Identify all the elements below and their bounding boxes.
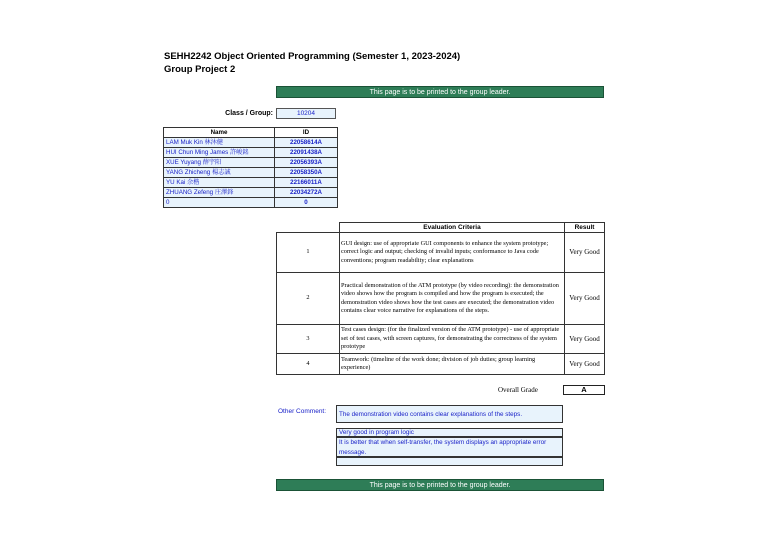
course-title: SEHH2242 Object Oriented Programming (Semester 1, 2023-2024): [164, 51, 461, 62]
member-id[interactable]: 22058350A: [275, 168, 338, 178]
class-group-label: Class / Group:: [225, 110, 273, 117]
member-name[interactable]: XUE Yuyang 薛宇阳: [164, 158, 275, 168]
criteria-number: 4: [277, 354, 340, 375]
eval-header-blank: [277, 223, 340, 233]
evaluation-table: [276, 222, 605, 375]
other-comment-label: Other Comment:: [278, 408, 327, 415]
criteria-number: 2: [277, 273, 340, 325]
criteria-header: Evaluation Criteria: [340, 223, 565, 233]
member-name[interactable]: YU Kai 余楷: [164, 178, 275, 188]
result-header: Result: [565, 223, 605, 233]
member-id[interactable]: 22058614A: [275, 138, 338, 148]
member-id[interactable]: 22091438A: [275, 148, 338, 158]
member-row: [164, 188, 338, 198]
class-group-field[interactable]: 10204: [276, 108, 336, 119]
eval-row: [277, 325, 605, 354]
id-header: ID: [275, 128, 338, 138]
member-row: [164, 138, 338, 148]
name-header: Name: [164, 128, 275, 138]
eval-row: [277, 233, 605, 273]
project-title: Group Project 2: [164, 64, 236, 75]
member-name[interactable]: YANG Zhicheng 楊志誠: [164, 168, 275, 178]
criteria-text: Test cases design: (for the finalized version of the ATM prototype) - use of appropriate set of test cases, with screen captures, for demonstrating the correctness of the system prototype: [340, 325, 565, 354]
member-row: [164, 168, 338, 178]
member-name[interactable]: LAM Muk Kin 林沐健: [164, 138, 275, 148]
member-name[interactable]: HUI Chun Ming James 許峻銘: [164, 148, 275, 158]
member-id[interactable]: 22034272A: [275, 188, 338, 198]
document-header: [164, 50, 460, 76]
comment-line[interactable]: [336, 457, 563, 466]
comment-line[interactable]: It is better that when self-transfer, the system displays an appropriate error message.: [336, 437, 563, 457]
member-id[interactable]: 0: [275, 198, 338, 208]
criteria-text: Teamwork: (timeline of the work done; division of job duties; group learning experience): [340, 354, 565, 375]
overall-grade-field[interactable]: A: [563, 385, 605, 395]
eval-row: [277, 273, 605, 325]
member-id[interactable]: 22056393A: [275, 158, 338, 168]
member-id[interactable]: 22166011A: [275, 178, 338, 188]
criteria-text: GUI design: use of appropriate GUI components to enhance the system prototype; correct logic and output; checking of invalid inputs; conformance to Java code conventions; program readability; clear explanations: [340, 233, 565, 273]
criteria-text: Practical demonstration of the ATM prototype (by video recording): the demonstration video shows how the program is compiled and how the program is executed; the demonstration video shows how the test cases are executed; the demonstration video contains clear voice narrative for explanations of the steps.: [340, 273, 565, 325]
result-value[interactable]: Very Good: [565, 354, 605, 375]
result-value[interactable]: Very Good: [565, 325, 605, 354]
overall-grade-label: Overall Grade: [498, 386, 538, 394]
criteria-number: 3: [277, 325, 340, 354]
bottom-banner: This page is to be printed to the group leader.: [276, 479, 604, 491]
result-value[interactable]: Very Good: [565, 233, 605, 273]
members-table: [163, 127, 338, 208]
criteria-number: 1: [277, 233, 340, 273]
result-value[interactable]: Very Good: [565, 273, 605, 325]
comment-line[interactable]: The demonstration video contains clear explanations of the steps.: [336, 405, 563, 423]
member-row: [164, 178, 338, 188]
member-name[interactable]: ZHUANG Zefeng 庄澤鋒: [164, 188, 275, 198]
member-name[interactable]: 0: [164, 198, 275, 208]
eval-row: [277, 354, 605, 375]
top-banner: This page is to be printed to the group leader.: [276, 86, 604, 98]
member-row: [164, 198, 338, 208]
member-row: [164, 158, 338, 168]
comment-line[interactable]: Very good in program logic: [336, 428, 563, 437]
other-comment-box: [336, 405, 563, 466]
member-row: [164, 148, 338, 158]
